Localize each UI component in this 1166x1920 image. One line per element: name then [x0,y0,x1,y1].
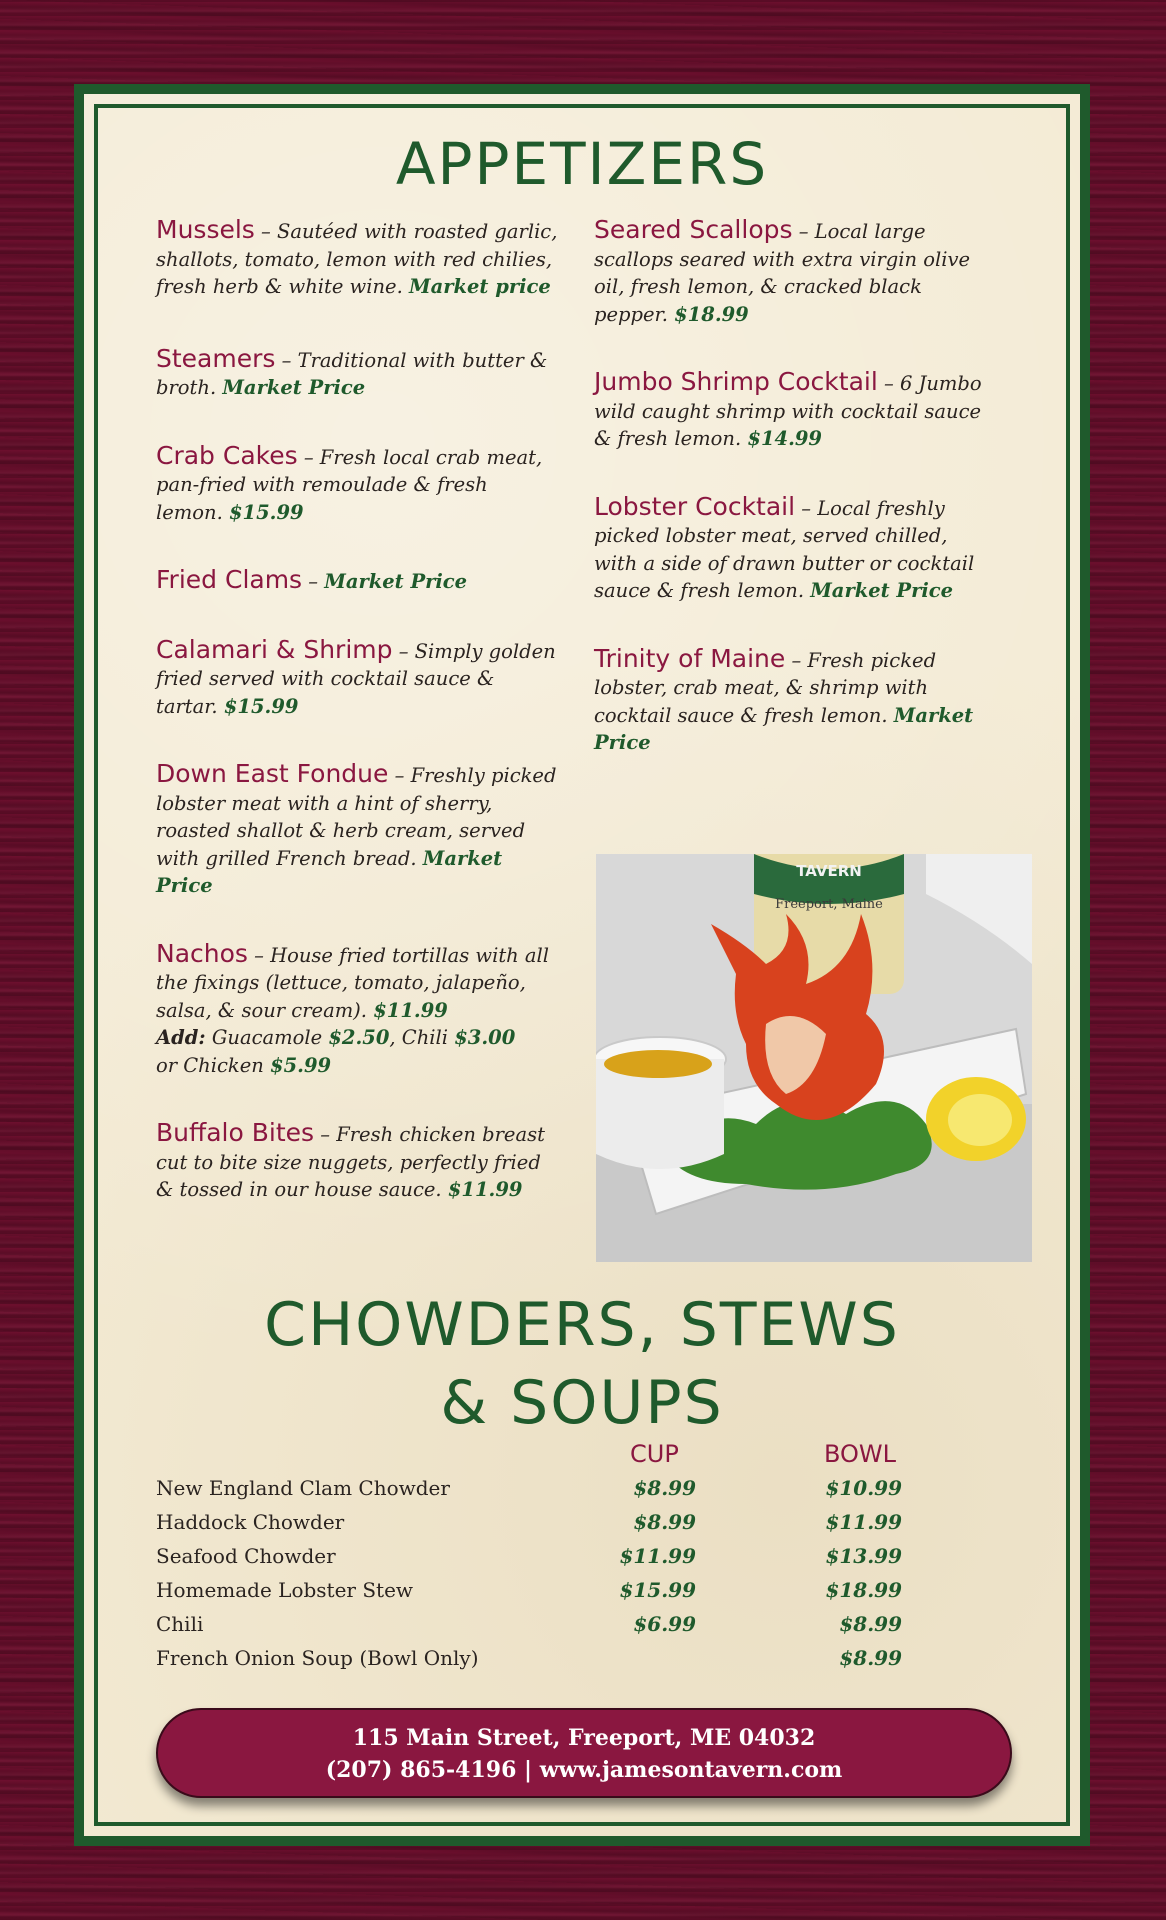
item-price: $18.99 [674,302,749,326]
soup-row [156,1476,936,1510]
item-price: $15.99 [223,694,299,718]
menu-item: Down East Fondue – Freshly picked lobster meat with a hint of sherry, roasted shallot & herb cream, served with grilled French bread. Market Price [156,759,557,897]
soup-cup-price: $11.99 [619,1544,696,1568]
item-desc: Local freshly picked lobster meat, served chilled, with a side of drawn butter or cocktail sauce & fresh lemon. [594,496,975,602]
item-price: Market price [409,275,551,298]
soup-bowl-price: $13.99 [825,1544,902,1568]
soup-name: French Onion Soup (Bowl Only) [156,1646,479,1670]
item-price: $15.99 [228,500,304,524]
item-price: Market Price [594,703,974,754]
menu-item: Crab Cakes – Fresh local crab meat, pan-fried with remoulade & fresh lemon. $15.99 [156,440,543,524]
item-name: Fried Clams [156,565,303,594]
menu-paper [84,94,1080,1836]
menu-item: Mussels – Sautéed with roasted garlic, shallots, tomato, lemon with red chilies, fresh herb & white wine. Market price [156,215,558,298]
item-name: Buffalo Bites [156,1118,315,1147]
item-name: Crab Cakes [156,440,298,470]
item-desc: Sautéed with roasted garlic, shallots, tomato, lemon with red chilies, fresh herb & white wine. [156,220,558,298]
menu-item: Fried Clams – Market Price [156,565,468,594]
bowl-header: BOWL [824,1440,897,1468]
add-option-price: $3.00 [454,1026,516,1049]
soup-row [156,1510,936,1544]
soups-title-line2: & SOUPS [440,1368,724,1438]
item-price: Market Price [810,579,954,602]
add-option-price: $2.50 [328,1026,390,1049]
menu-item: Jumbo Shrimp Cocktail – 6 Jumbo wild caught shrimp with cocktail sauce & fresh lemon. $14.99 [594,367,982,450]
add-option-price: $5.99 [270,1053,332,1077]
soup-cup-price: $6.99 [633,1612,696,1636]
item-desc: Simply golden fried served with cocktail sauce & tartar. [156,639,556,718]
menu-item: Steamers – Traditional with butter & broth. Market Price [156,343,548,399]
item-name: Trinity of Maine [594,643,786,673]
item-desc: Fresh chicken breast cut to bite size nuggets, perfectly fried & tossed in our house sauce. [156,1123,545,1201]
item-desc: Fresh local crab meat, pan-fried with remoulade & fresh lemon. [156,445,543,524]
item-desc: Freshly picked lobster meat with a hint of sherry, roasted shallot & herb cream, served with grilled French bread. [156,764,557,870]
item-desc: House fried tortillas with all the fixings (lettuce, tomato, jalapeño, salsa, & sour cream). [156,943,550,1022]
menu-item: Trinity of Maine – Fresh picked lobster, crab meat, & shrimp with cocktail sauce & fresh lemon. Market Price [594,643,974,754]
menu-item: Lobster Cocktail – Local freshly picked lobster meat, served chilled, with a side of drawn butter or cocktail sauce & fresh lemon. Market Price [594,491,975,602]
item-name: Jumbo Shrimp Cocktail [594,367,878,396]
appetizers-title: APPETIZERS [395,130,769,198]
item-price: $14.99 [747,427,823,450]
soup-bowl-price: $10.99 [825,1476,902,1500]
item-price: $11.99 [373,998,448,1022]
glass-location-text: Freeport, Maine [775,897,883,912]
lobster-photo [596,854,1032,1262]
item-name: Nachos [156,938,248,968]
address-text: 115 Main Street, Freeport, ME 04032 [352,1725,816,1751]
menu-item: Buffalo Bites – Fresh chicken breast cut to bite size nuggets, perfectly fried & tossed in our house sauce. $11.99 [156,1118,545,1201]
address-banner [156,1708,1012,1798]
add-option: Guacamole [211,1026,323,1049]
soup-row [156,1612,936,1646]
soup-name: Chili [156,1612,204,1636]
soup-cup-price: $8.99 [633,1510,696,1534]
soup-row [156,1578,936,1612]
soup-name: Seafood Chowder [156,1544,336,1568]
item-name: Down East Fondue [156,759,389,788]
soup-name: Haddock Chowder [156,1510,345,1534]
menu-item: Calamari & Shrimp – Simply golden fried served with cocktail sauce & tartar. $15.99 [156,634,556,718]
cup-header: CUP [630,1440,679,1468]
soups-title-line1: CHOWDERS, STEWS [264,1290,900,1360]
item-price: Market Price [222,376,366,399]
item-price: Market Price [156,846,503,897]
item-price: Market Price [324,570,468,593]
item-desc: Traditional with butter & broth. [156,348,548,399]
soup-bowl-price: $8.99 [839,1646,902,1670]
add-label: Add: [156,1026,206,1049]
menu-item: Seared Scallops – Local large scallops seared with extra virgin olive oil, fresh lemon, & cracked black pepper. $18.99 [594,215,971,326]
soup-bowl-price: $11.99 [825,1510,902,1534]
soup-bowl-price: $8.99 [839,1612,902,1636]
appetizers-right-column [594,216,996,757]
add-option: , Chili [389,1026,448,1049]
soup-name: New England Clam Chowder [156,1476,450,1500]
soup-cup-price: $15.99 [619,1578,696,1602]
item-name: Mussels [156,215,255,244]
glass-logo-text: TAVERN [796,862,862,880]
item-price: $11.99 [447,1178,523,1201]
item-name: Seared Scallops [594,215,793,244]
item-desc: Local large scallops seared with extra virgin olive oil, fresh lemon, & cracked black pepper. [594,220,971,326]
item-name: Lobster Cocktail [594,491,796,521]
soup-row [156,1544,936,1578]
soup-cup-price: $8.99 [633,1476,696,1500]
appetizers-left-column [156,216,558,1204]
soup-name: Homemade Lobster Stew [156,1578,414,1602]
item-name: Steamers [156,343,276,373]
menu-panel [74,84,1090,1846]
menu-item: Nachos – House fried tortillas with all the fixings (lettuce, tomato, jalapeño, salsa, & sour cream). $11.99 Add: Guacamole $2.50, Chili $3.00 or Chicken $5.99 [156,938,550,1077]
item-desc: 6 Jumbo wild caught shrimp with cocktail sauce & fresh lemon. [594,372,982,450]
item-desc: Fresh picked lobster, crab meat, & shrimp with cocktail sauce & fresh lemon. [594,648,937,727]
soups-title [84,1286,1080,1442]
item-name: Calamari & Shrimp [156,634,393,664]
soup-bowl-price: $18.99 [825,1578,902,1602]
contact-text: (207) 865-4196 | www.jamesontavern.com [325,1757,843,1783]
add-option: or Chicken [156,1053,264,1077]
soup-row [156,1646,936,1680]
